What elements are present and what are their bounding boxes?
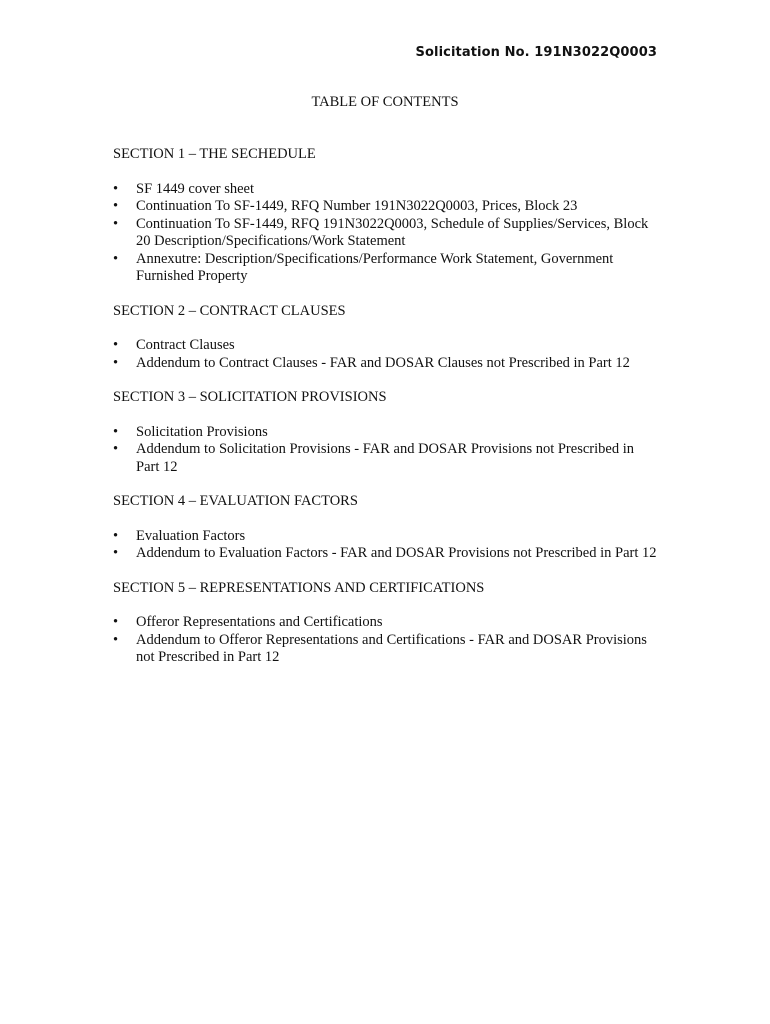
table-of-contents-title: TABLE OF CONTENTS <box>311 94 459 110</box>
bullet-icon: • <box>113 198 119 214</box>
list-item-text: Continuation To SF-1449, RFQ 191N3022Q0003, Schedule of Supplies/Services, Block 20 Description/Specifications/Work Statement <box>136 215 649 249</box>
bullet-icon: • <box>113 527 119 544</box>
bullet-icon: • <box>113 631 119 648</box>
bullet-icon: • <box>113 423 119 440</box>
list-item <box>113 198 658 216</box>
list-item <box>113 441 658 476</box>
list-item <box>113 355 658 373</box>
list-item <box>113 337 658 355</box>
bullet-icon: • <box>113 180 119 197</box>
section-item-list <box>113 424 658 477</box>
bullet-icon: • <box>113 354 119 371</box>
section-heading: SECTION 5 – REPRESENTATIONS AND CERTIFICATIONS <box>113 579 485 596</box>
bullet-icon: • <box>113 441 119 457</box>
list-item <box>113 181 658 199</box>
bullet-icon: • <box>113 250 119 267</box>
list-item-text: Continuation To SF-1449, RFQ Number 191N3022Q0003, Prices, Block 23 <box>136 198 578 214</box>
list-item-text: Annexutre: Description/Specifications/Performance Work Statement, Government Furnished Property <box>136 250 614 284</box>
list-item <box>113 424 658 442</box>
list-item <box>113 251 658 286</box>
bullet-icon: • <box>113 215 119 232</box>
list-item-text: Offeror Representations and Certifications <box>136 614 383 630</box>
section-3 <box>113 389 658 476</box>
bullet-icon: • <box>113 614 119 630</box>
list-item-text: Contract Clauses <box>136 337 235 353</box>
list-item-text: Addendum to Evaluation Factors - FAR and DOSAR Provisions not Prescribed in Part 12 <box>136 545 657 561</box>
list-item-text: Addendum to Offeror Representations and Certifications - FAR and DOSAR Provisions not Prescribed in Part 12 <box>136 631 647 665</box>
bullet-icon: • <box>113 545 119 561</box>
list-item <box>113 216 658 251</box>
section-item-list <box>113 528 658 563</box>
list-item-text: SF 1449 cover sheet <box>136 180 254 197</box>
list-item <box>113 632 658 667</box>
list-item-text: Solicitation Provisions <box>136 423 268 440</box>
section-heading: SECTION 3 – SOLICITATION PROVISIONS <box>113 389 387 405</box>
section-item-list <box>113 337 658 372</box>
list-item-text: Addendum to Contract Clauses - FAR and DOSAR Clauses not Prescribed in Part 12 <box>136 354 630 371</box>
list-item <box>113 614 658 632</box>
section-5 <box>113 580 658 667</box>
solicitation-number: Solicitation No. 191N3022Q0003 <box>415 45 657 60</box>
list-item <box>113 545 658 563</box>
section-heading: SECTION 1 – THE SECHEDULE <box>113 146 316 162</box>
section-item-list <box>113 181 658 286</box>
list-item-text: Evaluation Factors <box>136 527 246 544</box>
section-heading: SECTION 4 – EVALUATION FACTORS <box>113 493 358 509</box>
section-2 <box>113 303 658 373</box>
bullet-icon: • <box>113 337 119 353</box>
section-heading: SECTION 2 – CONTRACT CLAUSES <box>113 302 346 319</box>
section-4 <box>113 493 658 563</box>
section-1 <box>113 146 658 286</box>
list-item <box>113 528 658 546</box>
list-item-text: Addendum to Solicitation Provisions - FAR and DOSAR Provisions not Prescribed in Part 12 <box>136 441 634 475</box>
toc-content <box>113 146 658 684</box>
section-item-list <box>113 614 658 667</box>
